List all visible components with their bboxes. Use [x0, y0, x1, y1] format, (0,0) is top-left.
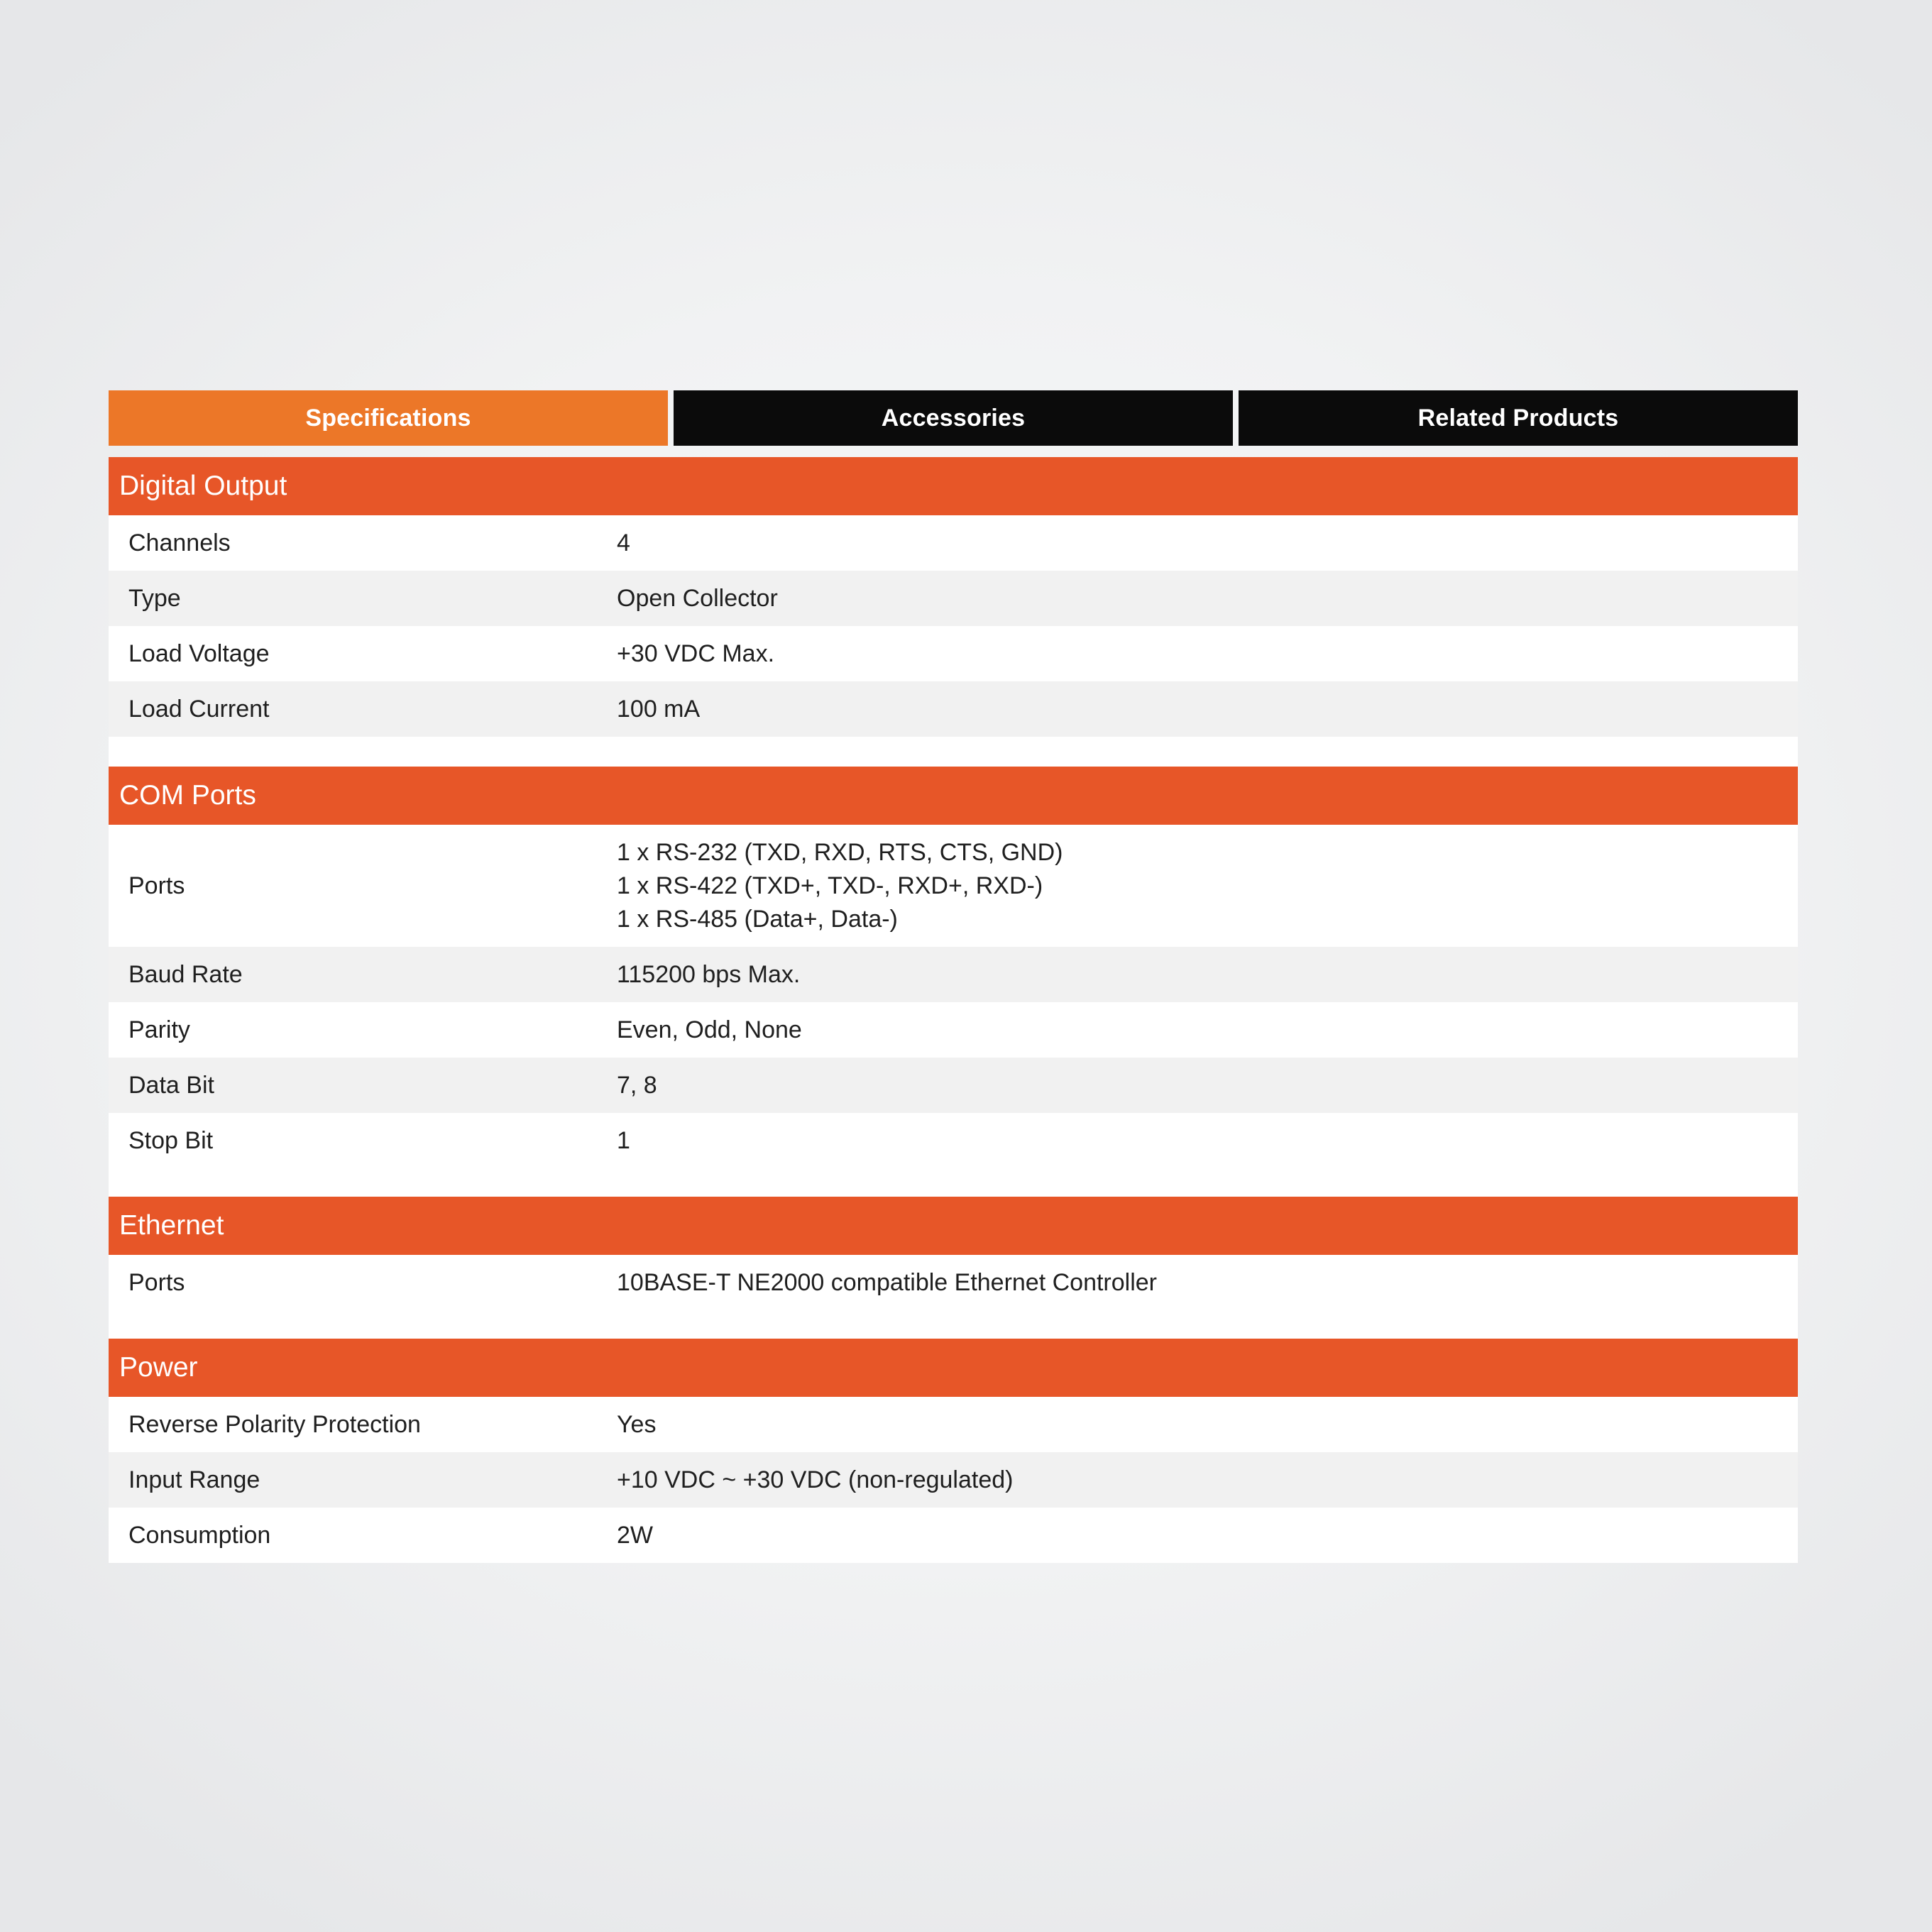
table-row [109, 1058, 1798, 1113]
section-header: Digital Output [109, 457, 1798, 515]
section-header: COM Ports [109, 767, 1798, 825]
spec-value [617, 836, 1798, 936]
spec-value: 10BASE-T NE2000 compatible Ethernet Controller [617, 1268, 1157, 1296]
spec-key: Channels [128, 529, 231, 556]
table-row [109, 571, 1798, 626]
spec-value: Yes [617, 1410, 657, 1438]
table-row [109, 1113, 1798, 1168]
table-row [109, 1452, 1798, 1508]
specifications-table [109, 457, 1798, 1563]
section-header: Ethernet [109, 1197, 1798, 1255]
table-row [109, 825, 1798, 947]
section-spacer [109, 737, 1798, 767]
table-row [109, 626, 1798, 681]
spec-key: Data Bit [128, 1071, 214, 1099]
spec-value: 1 [617, 1126, 630, 1154]
section-digital-output [109, 457, 1798, 767]
spec-key: Stop Bit [128, 1126, 214, 1154]
table-row [109, 681, 1798, 737]
spec-value-line: 1 x RS-232 (TXD, RXD, RTS, CTS, GND) [617, 838, 1063, 866]
spec-key: Reverse Polarity Protection [128, 1410, 421, 1438]
spec-key: Parity [128, 1016, 190, 1043]
spec-key: Load Current [128, 695, 270, 723]
spec-value: 7, 8 [617, 1071, 657, 1099]
section-spacer [109, 1310, 1798, 1339]
spec-key: Ports [128, 872, 185, 899]
spec-value: Open Collector [617, 584, 778, 612]
spec-value: +10 VDC ~ +30 VDC (non-regulated) [617, 1466, 1014, 1493]
spec-value-line: 1 x RS-485 (Data+, Data-) [617, 905, 898, 933]
table-row [109, 947, 1798, 1002]
tab-accessories[interactable]: Accessories [674, 390, 1233, 446]
table-row [109, 515, 1798, 571]
spec-value: 2W [617, 1521, 653, 1549]
table-row [109, 1255, 1798, 1310]
section-power [109, 1339, 1798, 1563]
spec-key: Baud Rate [128, 960, 243, 988]
spec-value: +30 VDC Max. [617, 640, 775, 667]
section-com-ports [109, 767, 1798, 1197]
spec-value: 115200 bps Max. [617, 960, 801, 988]
table-row [109, 1002, 1798, 1058]
section-ethernet [109, 1197, 1798, 1339]
spec-value: Even, Odd, None [617, 1016, 802, 1043]
spec-key: Load Voltage [128, 640, 270, 667]
spec-key: Ports [128, 1268, 185, 1296]
table-row [109, 1397, 1798, 1452]
tab-specifications[interactable]: Specifications [109, 390, 668, 446]
table-row [109, 1508, 1798, 1563]
spec-key: Consumption [128, 1521, 271, 1549]
tab-related-products[interactable]: Related Products [1239, 390, 1798, 446]
spec-value: 100 mA [617, 695, 701, 723]
product-tabs-panel [109, 390, 1798, 1563]
tab-bar [109, 390, 1798, 446]
spec-key: Type [128, 584, 181, 612]
spec-value: 4 [617, 529, 630, 556]
spec-value-line: 1 x RS-422 (TXD+, TXD-, RXD+, RXD-) [617, 872, 1043, 899]
section-spacer [109, 1168, 1798, 1197]
section-header: Power [109, 1339, 1798, 1397]
spec-key: Input Range [128, 1466, 260, 1493]
